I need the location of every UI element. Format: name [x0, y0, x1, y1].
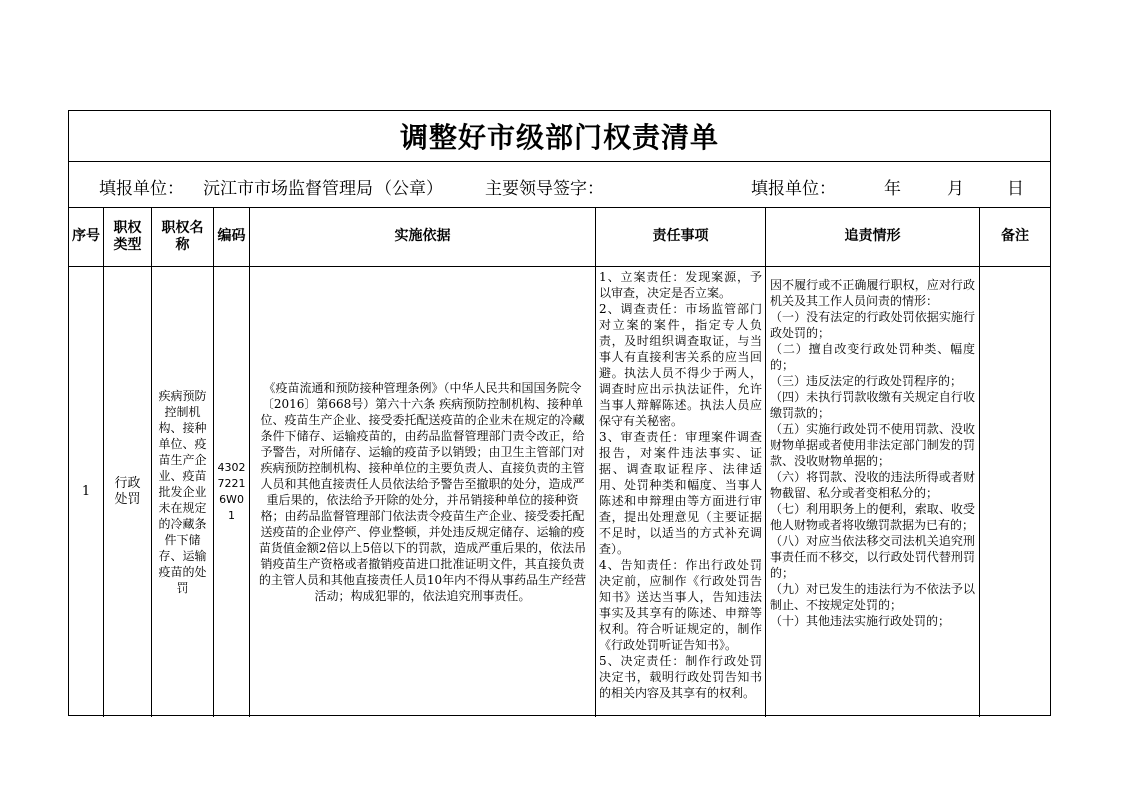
seal-label: （公章）: [375, 179, 443, 199]
day-label: 日: [1007, 179, 1024, 199]
header-no: 序号: [69, 207, 104, 267]
fill-unit-label-2: 填报单位：: [751, 179, 836, 199]
row-basis-text: 《疫苗流通和预防接种管理条例》（中华人民共和国国务院令〔2016〕第668号）第六十六条 疾病预防控制机构、接种单位、疫苗生产企业、接受委托配送疫苗的企业未在规定的冷藏条件下储存、运输疫苗的，由药品监督管理部门责令改正，给予警告，对所储存、运输的疫苗予以销毁；由卫生主管部门对疾病预防控制机构、接种单位的主要负责人、直接负责的主管人员和其他直接责任人员依法给予警告至撤职的处分，造成严重后果的，依法给予开除的处分，并吊销接种单位的接种资格；由药品监督管理部门依法责令疫苗生产企业、接受委托配送疫苗的企业停产、停业整顿，并处违反规定储存、运输的疫苗货值金额2倍以上5倍以下的罚款，造成严重后果的，依法吊销疫苗生产资格或者撤销疫苗进口批准证明文件，其直接负责的主管人员和其他直接责任人员10年内不得从事药品生产经营活动；构成犯罪的，依法追究刑事责任。: [258, 381, 587, 603]
resp-item: 3、审查责任：审理案件调查报告，对案件违法事实、证据、调查取证程序、法律适用、处罚种类和幅度、当事人陈述和申辩理由等方面进行审查，提出处理意见（主要证据不足时，以适当的方式补充调查）。: [599, 430, 762, 556]
acc-item: （六）将罚款、没收的违法所得或者财物截留、私分或者变相私分的；: [770, 470, 975, 500]
year-label: 年: [884, 179, 901, 199]
header-code: 编码: [214, 207, 250, 267]
header-basis: 实施依据: [250, 207, 596, 267]
acc-item: （十）其他违法实施行政处罚的；: [770, 614, 951, 628]
title-row: [69, 111, 1050, 162]
acc-item: （八）对应当依法移交司法机关追究刑事责任而不移交，以行政处罚代替刑罚的；: [770, 534, 975, 580]
row-accountability: [766, 267, 980, 717]
acc-item: （二）擅自改变行政处罚种类、幅度的；: [770, 342, 975, 372]
fill-unit-label: 填报单位：: [99, 179, 184, 199]
header-type: 职权类型: [104, 207, 152, 267]
header-responsibility: 责任事项: [596, 207, 766, 267]
leader-sign-label: 主要领导签字：: [485, 179, 604, 199]
row-type: 行政处罚: [104, 267, 152, 717]
row-note: [980, 267, 1050, 717]
fill-info-row: [69, 161, 1050, 208]
acc-item: （四）未执行罚款收缴有关规定自行收缴罚款的；: [770, 390, 975, 420]
page-title: 调整好市级部门权责清单: [399, 121, 719, 154]
resp-item: 4、告知责任：作出行政处罚决定前，应制作《行政处罚告知书》送达当事人，告知违法事实及其享有的陈述、申辩等权利。符合听证规定的，制作《行政处罚听证告知书》。: [599, 558, 762, 652]
row-no: 1: [69, 267, 104, 717]
acc-item: （九）对已发生的违法行为不依法予以制止、不按规定处罚的；: [770, 582, 975, 612]
header-accountability: 追责情形: [766, 207, 980, 267]
acc-item: （七）利用职务上的便利，索取、收受他人财物或者将收缴罚款据为已有的；: [770, 502, 975, 532]
row-basis: [250, 267, 596, 717]
row-name: 疾病预防控制机构、接种单位、疫苗生产企业、疫苗批发企业未在规定的冷藏条件下储存、运输疫苗的处罚: [152, 267, 214, 717]
acc-item: （五）实施行政处罚不使用罚款、没收财物单据或者使用非法定部门制发的罚款、没收财物单据的；: [770, 422, 975, 468]
fill-unit-value: 沅江市市场监督管理局: [203, 179, 373, 199]
row-responsibility: [596, 267, 766, 717]
header-note: 备注: [980, 207, 1050, 267]
acc-item: 因不履行或不正确履行职权，应对行政机关及其工作人员问责的情形：: [770, 278, 975, 308]
row-code: 43027221 6W01: [214, 267, 250, 717]
month-label: 月: [947, 179, 964, 199]
resp-item: 5、决定责任：制作行政处罚决定书，载明行政处罚告知书的相关内容及其享有的权利。: [599, 654, 762, 700]
resp-item: 1、立案责任：发现案源，予以审查，决定是否立案。: [599, 270, 762, 300]
resp-item: 2、调查责任：市场监管部门对立案的案件，指定专人负责，及时组织调查取证，与当事人有直接利害关系的应当回避。执法人员不得少于两人，调查时应出示执法证件，允许当事人辩解陈述。执法人员应保守有关秘密。: [599, 302, 762, 428]
header-name: 职权名称: [152, 207, 214, 267]
acc-item: （三）违反法定的行政处罚程序的；: [770, 374, 963, 388]
rights-responsibilities-sheet: [68, 110, 1051, 716]
acc-item: （一）没有法定的行政处罚依据实施行政处罚的；: [770, 310, 975, 340]
